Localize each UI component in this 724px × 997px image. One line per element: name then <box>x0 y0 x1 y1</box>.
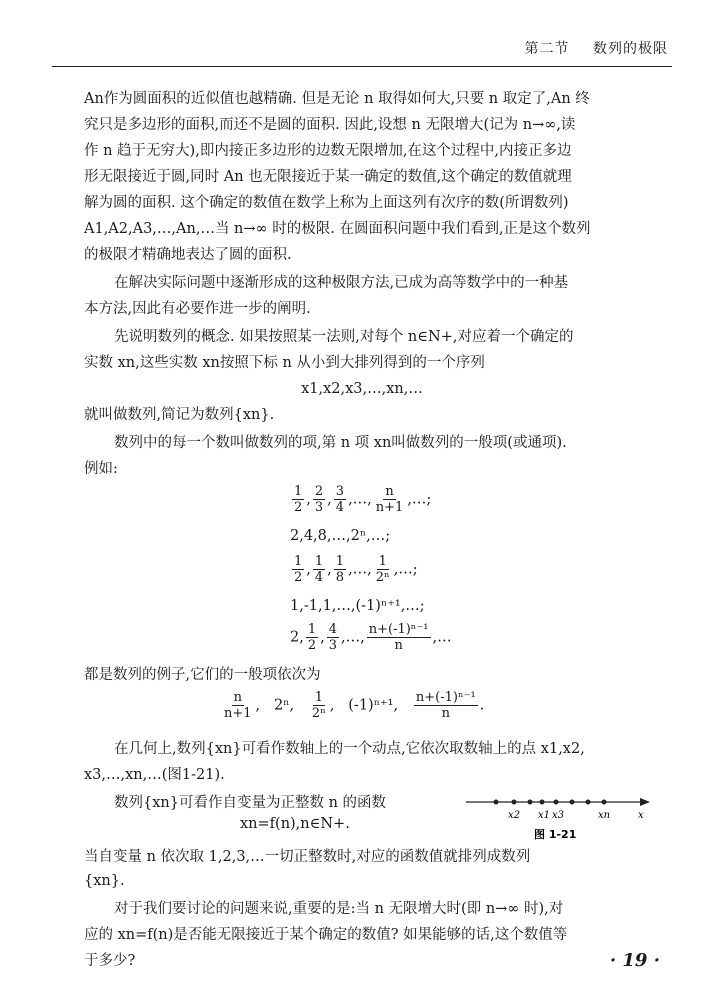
point <box>494 800 499 805</box>
point <box>570 800 575 805</box>
text-line: 例如: <box>84 461 118 477</box>
text-line: 解为圆的面积. 这个确定的数值在数学上称为上面这列有次序的数(所谓数列) <box>84 195 569 211</box>
example-seq-3: $\frac{1}{2}$ , $\frac{1}{4}$ , $\frac{1}{8}$ ,…, $\frac{1}{\text{2ⁿ}}$ ,…; <box>294 554 418 585</box>
text-line: 的极限才精确地表达了圆的面积. <box>84 247 292 263</box>
text-line: {xn}. <box>84 873 125 889</box>
label-x3: x3 <box>552 810 565 821</box>
text-line: 本方法,因此有必要作进一步的阐明. <box>84 301 311 317</box>
section-title: 数列的极限 <box>593 41 668 57</box>
text-line: 实数 xn,这些实数 xn按照下标 n 从小到大排列得到的一个序列 <box>84 355 485 371</box>
text-line: 作 n 趋于无穷大),即内接正多边形的边数无限增加,在这个过程中,内接正多边 <box>84 143 572 159</box>
text-line: 于多少? <box>84 953 136 969</box>
label-x: x <box>638 810 644 821</box>
figure-caption: 图 1-21 <box>534 828 577 841</box>
text-line: 就叫做数列,简记为数列{xn}. <box>84 407 275 423</box>
point <box>586 800 591 805</box>
general-terms: $\frac{n}{n+1}$ , 2ⁿ, $\frac{1}{\text{2ⁿ}}$ , (-1)ⁿ⁺¹, $\frac{\text{n+(-1)ⁿ⁻¹}}{n}$ . <box>224 690 485 721</box>
point <box>540 800 545 805</box>
text-line: 在几何上,数列{xn}可看作数轴上的一个动点,它依次取数轴上的点 x1,x2, <box>114 741 585 757</box>
text-line: 数列{xn}可看作自变量为正整数 n 的函数 <box>114 795 387 811</box>
point <box>512 800 517 805</box>
label-x2: x2 <box>508 810 521 821</box>
label-x1: x1 <box>538 810 551 821</box>
text-line: 数列中的每一个数叫做数列的项,第 n 项 xn叫做数列的一般项(或通项). <box>114 435 567 451</box>
text-line: x3,…,xn,…(图1-21). <box>84 767 225 783</box>
page-number: · 19 · <box>609 950 660 971</box>
label-xn: xn <box>598 810 611 821</box>
text-line: 都是数列的例子,它们的一般项依次为 <box>84 667 321 683</box>
running-header <box>507 38 668 58</box>
section-label: 第二节 <box>524 41 570 57</box>
example-seq-4: 1,-1,1,…,(-1)ⁿ⁺¹,…; <box>290 598 425 614</box>
text-line: 先说明数列的概念. 如果按照某一法则,对每个 n∈N+,对应着一个确定的 <box>114 329 574 345</box>
sequence-formula: x1,x2,x3,…,xn,… <box>301 381 423 397</box>
example-seq-2: 2,4,8,…,2ⁿ,…; <box>290 528 391 544</box>
text-line: 应的 xn=f(n)是否能无限接近于某个确定的数值? 如果能够的话,这个数值等 <box>84 927 568 943</box>
header-rule <box>52 66 672 67</box>
point <box>554 800 559 805</box>
text-line: 形无限接近于圆,同时 An 也无限接近于某一确定的数值,这个确定的数值就理 <box>84 169 572 185</box>
text-line: 在解决实际问题中逐渐形成的这种极限方法,已成为高等数学中的一种基 <box>114 275 569 291</box>
text-line: 究只是多边形的面积,而还不是圆的面积. 因此,设想 n 无限增大(记为 n→∞,读 <box>84 117 576 133</box>
text-line: 当自变量 n 依次取 1,2,3,…一切正整数时,对应的函数值就排列成数列 <box>84 849 531 865</box>
number-line-figure <box>456 790 656 842</box>
text-line: A1,A2,A3,…,An,…当 n→∞ 时的极限. 在圆面积问题中我们看到,正是这个数列 <box>84 221 591 237</box>
point <box>602 800 607 805</box>
point <box>528 800 533 805</box>
text-line: An作为圆面积的近似值也越精确. 但是无论 n 取得如何大,只要 n 取定了,An 终 <box>84 91 590 107</box>
example-seq-5: 2, $\frac{1}{2}$ , $\frac{4}{3}$ ,…, $\frac{\text{n+(-1)ⁿ⁻¹}}{n}$ ,… <box>290 622 452 653</box>
function-formula: xn=f(n),n∈N+. <box>240 816 350 832</box>
axis-arrow <box>640 798 650 806</box>
text-line: 对于我们要讨论的问题来说,重要的是:当 n 无限增大时(即 n→∞ 时),对 <box>114 901 564 917</box>
example-seq-1: $\frac{1}{2}$ , $\frac{2}{3}$ , $\frac{3}{4}$ ,…, $\frac{n}{n+1}$ ,…; <box>294 484 432 515</box>
